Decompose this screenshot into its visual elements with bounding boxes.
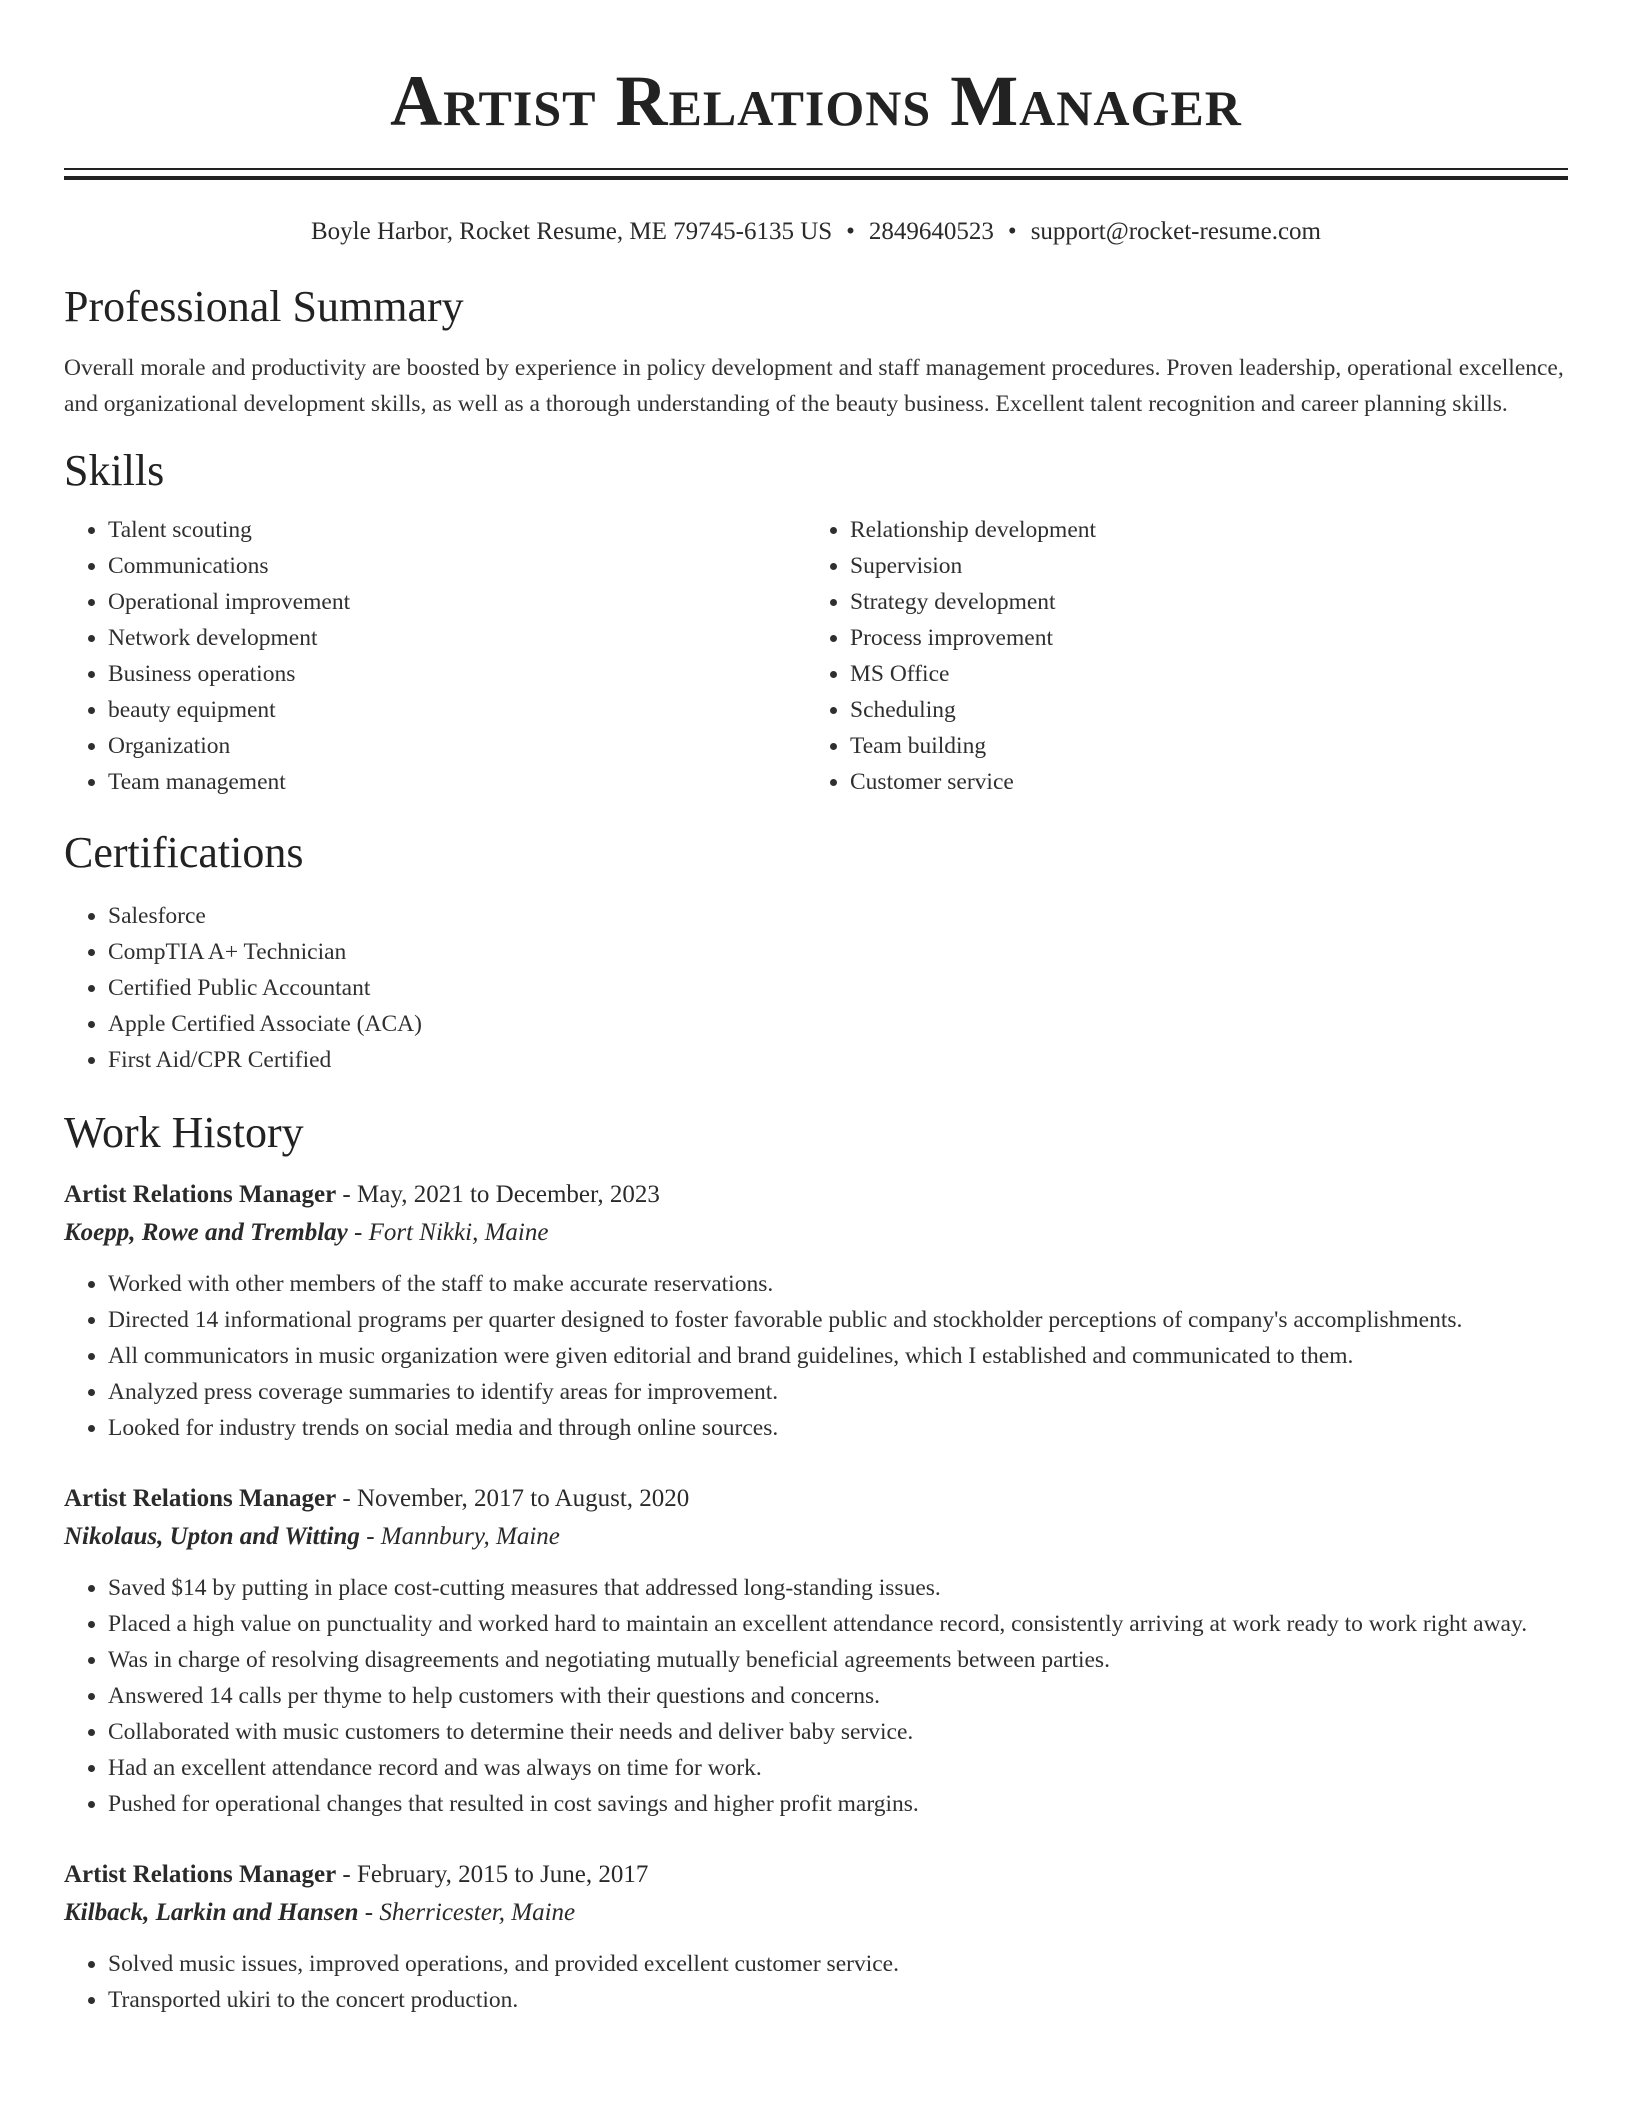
job-dates: May, 2021 to December, 2023 (357, 1181, 660, 1208)
skills-list-left (64, 512, 806, 800)
skill-item: • Business operations (108, 656, 806, 692)
summary-text: Overall morale and productivity are boosted by experience in policy development and staff management procedures. Proven leadership, operational excellence, and organizational development skills, as well as a thorough understanding of the beauty business. Excellent talent recognition and career planning skills. (64, 355, 1564, 417)
job-company-line (64, 1214, 1568, 1252)
certifications-heading: Certifications (64, 828, 304, 877)
skill-item: • Scheduling (850, 692, 1548, 728)
job-entry (64, 1480, 1568, 1822)
job-company: Koepp, Rowe and Tremblay (64, 1219, 348, 1246)
certification-item: • Certified Public Accountant (108, 970, 1568, 1006)
resume-page (64, 0, 1568, 2018)
job-bullets (64, 1946, 1568, 2018)
skill-item: • Supervision (850, 548, 1548, 584)
job-location: Sherricester, Maine (379, 1899, 576, 1926)
job-bullet: • Saved $14 by putting in place cost-cutting measures that addressed long-standing issues. (108, 1570, 1568, 1606)
job-bullet: • Answered 14 calls per thyme to help customers with their questions and concerns. (108, 1678, 1568, 1714)
job-bullets (64, 1570, 1568, 1822)
job-bullet: • Worked with other members of the staff to make accurate reservations. (108, 1266, 1568, 1302)
skill-item: • Network development (108, 620, 806, 656)
job-company-line (64, 1894, 1568, 1932)
job-bullet: • Was in charge of resolving disagreements and negotiating mutually beneficial agreements between parties. (108, 1642, 1568, 1678)
certification-item: • Salesforce (108, 898, 1568, 934)
skill-item: • Team building (850, 728, 1548, 764)
job-bullet: • Collaborated with music customers to determine their needs and deliver baby service. (108, 1714, 1568, 1750)
job-entry (64, 1856, 1568, 2018)
certifications-list (64, 898, 1568, 1078)
skill-item: • Communications (108, 548, 806, 584)
job-dash: - (336, 1485, 357, 1512)
title-divider-thin (64, 168, 1568, 170)
job-title-line (64, 1856, 1568, 1894)
job-company: Kilback, Larkin and Hansen (64, 1899, 359, 1926)
skills-column-left (64, 512, 806, 800)
job-bullet: • Analyzed press coverage summaries to identify areas for improvement. (108, 1374, 1568, 1410)
work-history-heading: Work History (64, 1108, 304, 1157)
job-dates: November, 2017 to August, 2020 (357, 1485, 690, 1512)
job-location: Fort Nikki, Maine (368, 1219, 549, 1246)
job-dates: February, 2015 to June, 2017 (357, 1861, 649, 1888)
skill-item: • Team management (108, 764, 806, 800)
job-bullet: • Directed 14 informational programs per quarter designed to foster favorable public and stockholder perceptions of company's accomplishments. (108, 1302, 1568, 1338)
job-entry (64, 1176, 1568, 1446)
skill-item: • Process improvement (850, 620, 1548, 656)
certification-item: • CompTIA A+ Technician (108, 934, 1568, 970)
skills-list-right (806, 512, 1548, 800)
job-bullet: • Placed a high value on punctuality and worked hard to maintain an excellent attendance record, consistently arriving at work ready to work right away. (108, 1606, 1568, 1642)
job-title: Artist Relations Manager (64, 1861, 337, 1888)
job-company: Nikolaus, Upton and Witting (64, 1523, 360, 1550)
skills-column-right (806, 512, 1548, 800)
skill-item: • Organization (108, 728, 806, 764)
job-bullet: • Solved music issues, improved operations, and provided excellent customer service. (108, 1946, 1568, 1982)
summary-heading: Professional Summary (64, 282, 464, 331)
job-dash: - (336, 1181, 357, 1208)
skill-item: • beauty equipment (108, 692, 806, 728)
job-bullet: • Had an excellent attendance record and was always on time for work. (108, 1750, 1568, 1786)
job-dash: - (359, 1523, 381, 1550)
certification-item: • First Aid/CPR Certified (108, 1042, 1568, 1078)
contact-phone: 2849640523 (868, 218, 994, 245)
contact-separator: • (1007, 218, 1017, 245)
resume-title: Artist Relations Manager (390, 61, 1242, 141)
job-bullet: • Looked for industry trends on social media and through online sources. (108, 1410, 1568, 1446)
job-bullet: • Transported ukiri to the concert production. (108, 1982, 1568, 2018)
job-title: Artist Relations Manager (64, 1485, 337, 1512)
skill-item: • Strategy development (850, 584, 1548, 620)
skills-columns (64, 512, 1568, 800)
skill-item: • Relationship development (850, 512, 1548, 548)
contact-address: Boyle Harbor, Rocket Resume, ME 79745-6135 US (311, 218, 833, 245)
job-title: Artist Relations Manager (64, 1181, 337, 1208)
contact-line (64, 216, 1568, 248)
contact-separator: • (846, 218, 855, 245)
title-divider-thick (64, 176, 1568, 180)
job-location: Mannbury, Maine (380, 1523, 560, 1550)
job-dash: - (347, 1219, 369, 1246)
job-title-line (64, 1480, 1568, 1518)
skill-item: • Customer service (850, 764, 1548, 800)
skill-item: • MS Office (850, 656, 1548, 692)
job-title-line (64, 1176, 1568, 1214)
certification-item: • Apple Certified Associate (ACA) (108, 1006, 1568, 1042)
job-bullets (64, 1266, 1568, 1446)
skill-item: • Operational improvement (108, 584, 806, 620)
skill-item: • Talent scouting (108, 512, 806, 548)
job-bullet: • All communicators in music organization were given editorial and brand guidelines, which I established and communicated to them. (108, 1338, 1568, 1374)
contact-email: support@rocket-resume.com (1030, 218, 1321, 245)
job-dash: - (336, 1861, 357, 1888)
job-bullet: • Pushed for operational changes that resulted in cost savings and higher profit margins. (108, 1786, 1568, 1822)
skills-heading: Skills (64, 446, 165, 495)
job-dash: - (358, 1899, 380, 1926)
job-company-line (64, 1518, 1568, 1556)
